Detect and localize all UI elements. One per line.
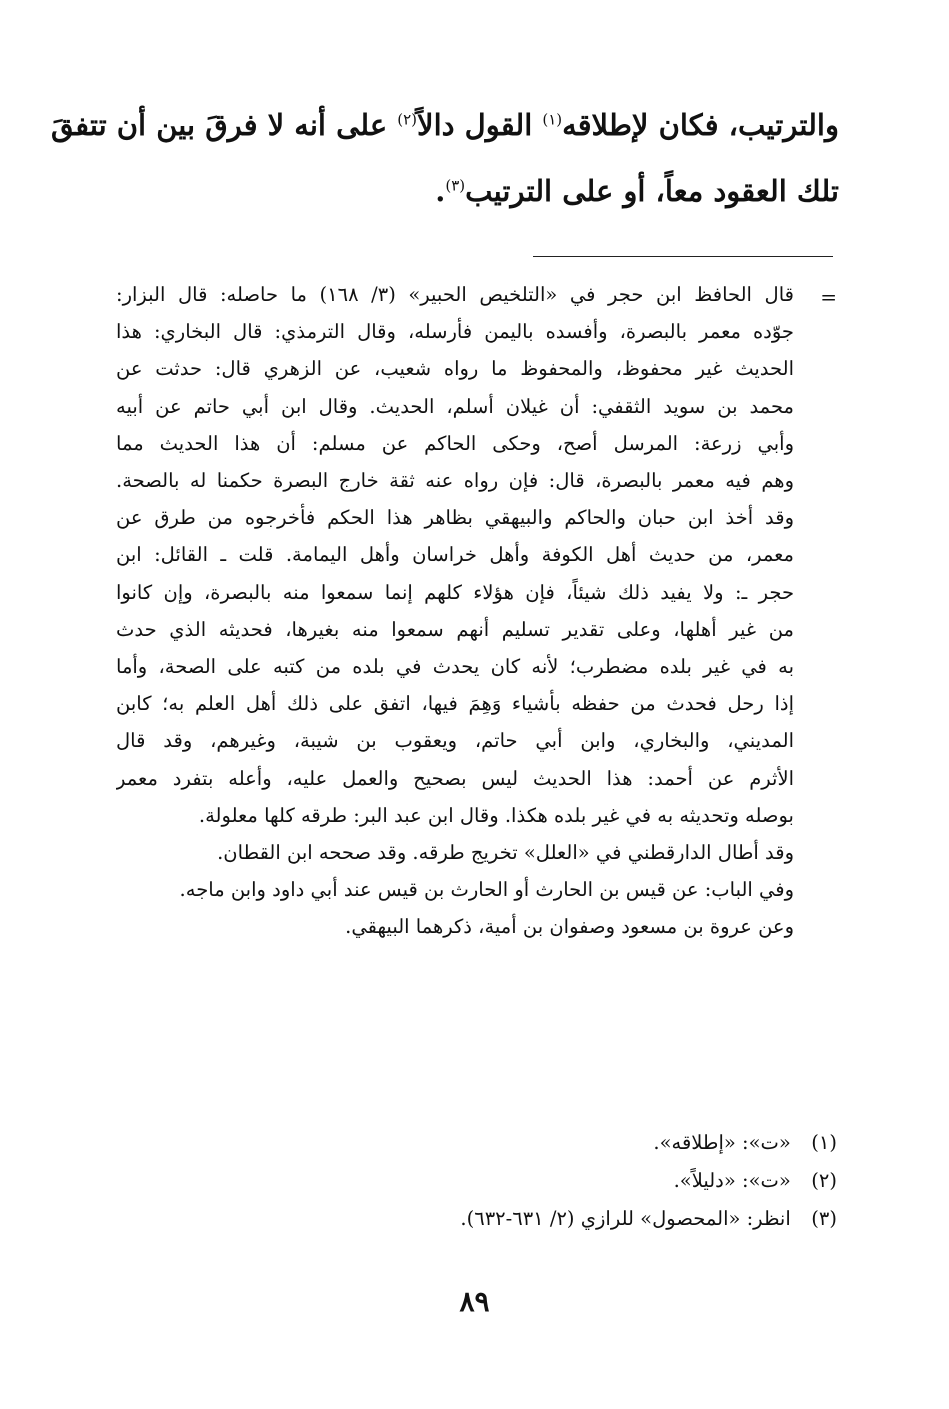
footnote-2 [117, 1162, 837, 1200]
footnote-ref-2: (٢) [397, 110, 418, 129]
footnote-ref-1: (١) [542, 110, 563, 129]
note-line: قال الحافظ ابن حجر في «التلخيص الحبير» (٣/ ١٦٨) ما حاصله: قال البزار: [116, 283, 794, 306]
main-text-segment: والترتيب، فكان لإطلاقه [562, 108, 839, 142]
note-line: بوصله وتحديثه به في غير بلده هكذا. وقال ابن عبد البر: طرقه كلها معلولة. [198, 803, 794, 827]
main-text-segment: على أنه لا فرقَ بين أن تتفقَ [50, 108, 398, 142]
main-text [50, 92, 839, 224]
main-text-line-1 [50, 92, 839, 158]
footnote-number: (٢) [811, 1169, 837, 1192]
footnote-number: (٣) [811, 1207, 837, 1230]
main-text-segment: . [435, 174, 446, 208]
note-line: المديني، والبخاري، وابن أبي حاتم، ويعقوب بن شيبة، وغيرهم، وقد قال [116, 729, 794, 753]
footnote-ref-3: (٣) [445, 176, 466, 195]
note-line: وعن عروة بن مسعود وصفوان بن أمية، ذكرهما البيهقي. [345, 915, 794, 939]
footnote-text: «ت»: «إطلاقه». [653, 1131, 791, 1154]
note-line: وفي الباب: عن قيس بن الحارث أو الحارث بن قيس عند أبي داود وابن ماجه. [179, 878, 794, 902]
note-line: الحديث غير محفوظ، والمحفوظ ما رواه شعيب، عن الزهري قال: حدثت عن [116, 357, 794, 381]
note-line: وقد أطال الدارقطني في «العلل» تخريج طرقه. وقد صححه ابن القطان. [217, 841, 794, 865]
note-line: وهم فيه معمر بالبصرة، قال: فإن رواه عنه ثقة خارج البصرة حكمنا له بالصحة. [116, 469, 794, 493]
note-line: وقد أخذ ابن حبان والحاكم والبيهقي بظاهر هذا الحكم فأخرجوه من طرق عن [116, 506, 794, 530]
note-line: محمد بن سويد الثقفي: أن غيلان أسلم، الحديث. وقال ابن أبي حاتم عن أبيه [116, 394, 794, 418]
footnote-3 [117, 1200, 837, 1238]
footnote-text: «ت»: «دليلاً». [673, 1169, 791, 1192]
note-line: إذا رحل فحدث من حفظه بأشياء وَهِمَ فيها، اتفق على ذلك أهل العلم به؛ كابن [116, 692, 794, 716]
footnote-number: (١) [811, 1131, 837, 1154]
footnote-1 [117, 1124, 837, 1162]
main-text-segment: تلك العقود معاً، أو على الترتيب [465, 174, 839, 208]
note-line: الأثرم عن أحمد: هذا الحديث ليس بصحيح والعمل عليه، وأعله بتفرد معمر [116, 766, 794, 790]
main-text-segment: القول دالاً [417, 108, 543, 142]
note-line: معمر، من حديث أهل الكوفة وأهل خراسان وأهل اليمامة. قلت ـ القائل: ابن [116, 543, 794, 567]
continued-footnote [116, 276, 794, 946]
note-line: جوّده معمر بالبصرة، وأفسده باليمن فأرسله، وقال الترمذي: قال البخاري: هذا [116, 320, 794, 344]
note-line: من غير أهلها، وعلى تقدير تسليم أنهم سمعوا منه بغيرها، فحديثه الذي حدث [116, 617, 794, 641]
main-text-line-2 [109, 158, 839, 224]
page-number: ٨٩ [459, 1285, 490, 1318]
note-line: وأبي زرعة: المرسل أصح، وحكى الحاكم عن مسلم: أن هذا الحديث مما [116, 431, 794, 455]
continuation-mark: = [820, 285, 837, 309]
footnote-separator [533, 256, 833, 257]
note-line: به في غير بلده مضطرب؛ لأنه كان يحدث في بلده من كتبه على الصحة، وأما [116, 655, 794, 679]
note-line: حجر ـ: ولا يفيد ذلك شيئاً، فإن هؤلاء كلهم إنما سمعوا منه بالبصرة، وإن كانوا [116, 580, 794, 604]
footnote-text: انظر: «المحصول» للرازي (٢/ ٦٣١-٦٣٢). [460, 1207, 791, 1230]
footnotes-list [117, 1124, 837, 1238]
